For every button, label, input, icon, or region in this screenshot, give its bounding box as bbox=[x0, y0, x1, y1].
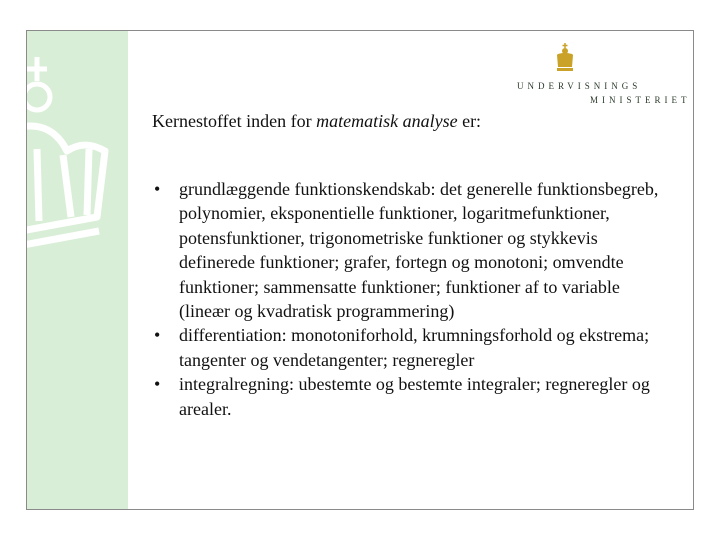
bullet-item bbox=[152, 372, 672, 421]
logo-text-line2: MINISTERIET bbox=[590, 95, 691, 105]
bullet-item bbox=[152, 177, 672, 323]
bullet-glyph: • bbox=[154, 325, 161, 346]
ministry-logo bbox=[515, 43, 691, 105]
bullet-text: integralregning: ubestemte og bestemte integraler; regneregler og arealer. bbox=[179, 374, 650, 419]
crown-watermark-icon bbox=[27, 31, 128, 331]
heading-text-emphasis: matematisk analyse bbox=[316, 111, 458, 131]
bullet-glyph: • bbox=[154, 374, 161, 395]
bullet-item bbox=[152, 323, 672, 372]
bullet-glyph: • bbox=[154, 179, 161, 199]
crown-icon bbox=[555, 43, 575, 73]
bullet-list bbox=[152, 177, 672, 421]
logo-text-line1: UNDERVISNINGS bbox=[517, 81, 642, 91]
bullet-text: differentiation: monotoniforhold, krumningsforhold og ekstrema; tangenter og vendetangenter; regneregler bbox=[179, 325, 650, 370]
slide bbox=[26, 30, 694, 510]
sidebar-panel bbox=[27, 31, 128, 509]
slide-heading bbox=[152, 111, 481, 132]
heading-text-after: er: bbox=[457, 111, 482, 131]
heading-text-before: Kernestoffet inden for bbox=[152, 111, 317, 131]
bullet-text: grundlæggende funktionskendskab: det generelle funktionsbegreb, polynomier, eksponentielle funktioner, logaritmefunktioner, potensfunktioner, trigonometriske funktioner og stykkevis definerede funktioner; grafer, fortegn og monotoni; omvendte funktioner; sammensatte funktioner; funktioner af to variable (lineær og kvadratisk programmering) bbox=[179, 179, 659, 322]
